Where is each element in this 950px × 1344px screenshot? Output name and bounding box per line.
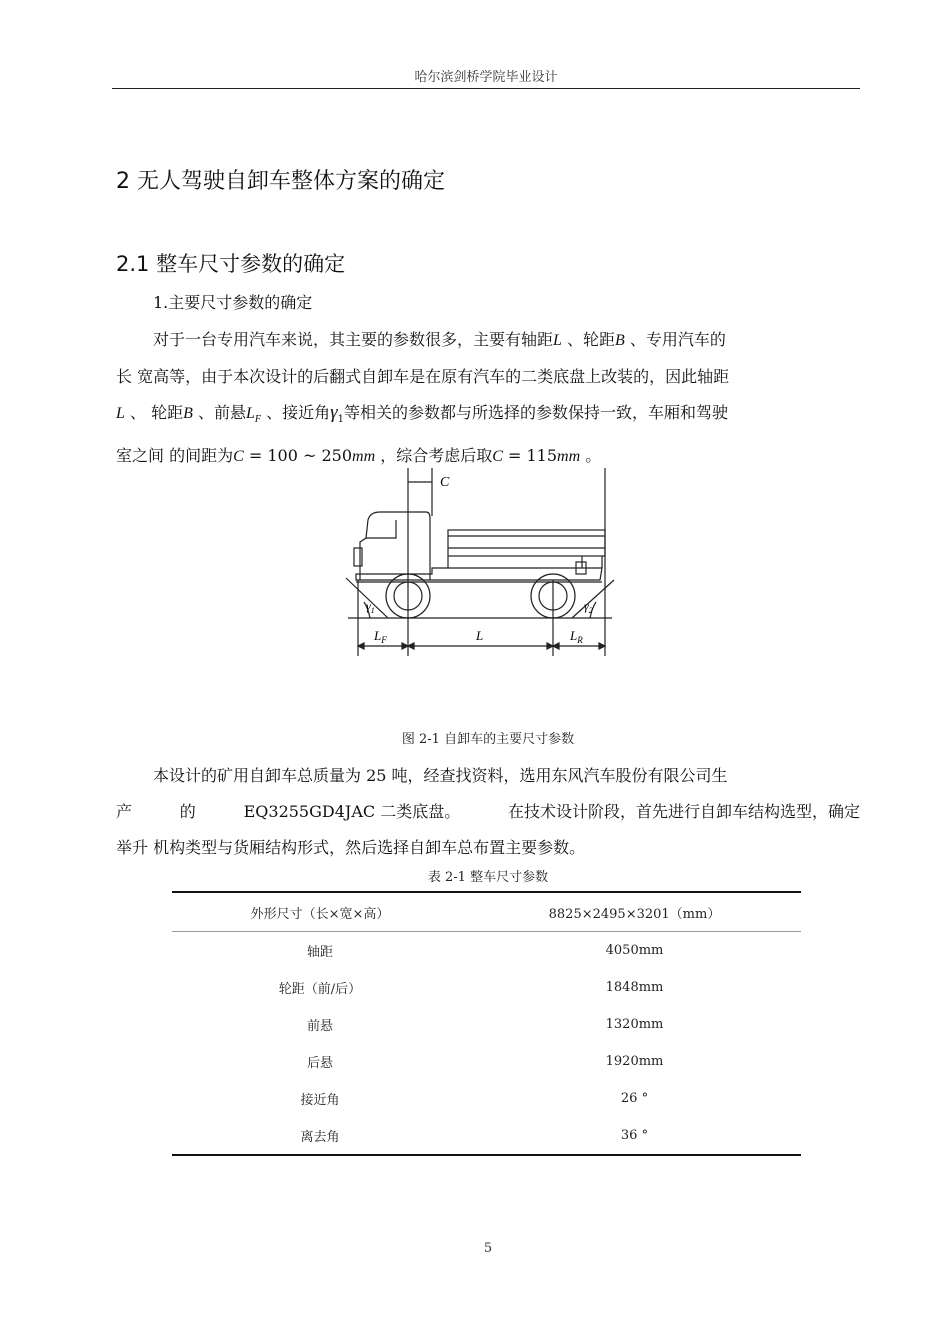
table-header-cell: 8825×2495×3201（mm） xyxy=(468,892,801,932)
label-lr: $L_R$ xyxy=(570,628,583,645)
table-row xyxy=(172,1117,801,1155)
var-front-overhang: L xyxy=(245,405,255,422)
section-title: 2.1 整车尺寸参数的确定 xyxy=(116,252,346,276)
paragraph-1-line-3: L 、 轮距B 、前悬$L_F$ 、接近角$\gamma_1$等相关的参数都与所选择的参数保持一致，车厢和驾驶 xyxy=(116,402,728,426)
label-l: L xyxy=(476,628,484,643)
page-header: 哈尔滨剑桥学院毕业设计 xyxy=(414,70,558,85)
paragraph-1 xyxy=(116,322,860,475)
table-cell: 1920mm xyxy=(605,1054,664,1069)
table-cell: 接近角 xyxy=(300,1093,340,1108)
paragraph-1-line-2: 长 宽高等，由于本次设计的后翻式自卸车是在原有汽车的二类底盘上改装的，因此轴距 xyxy=(116,367,730,386)
figure-caption: 图 2-1 自卸车的主要尺寸参数 xyxy=(401,732,575,747)
table-cell: 26 ° xyxy=(620,1091,649,1106)
table-header-row xyxy=(172,892,801,932)
table-row xyxy=(172,1006,801,1043)
label-lf: $L_F$ xyxy=(374,628,387,645)
paragraph-2-line-2: 产 的 EQ3255GD4JAC 二类底盘。 在技术设计阶段，首先进行自卸车结构选型，确定 xyxy=(116,802,860,821)
table-cell: 1848mm xyxy=(605,980,664,995)
table-row xyxy=(172,1043,801,1080)
var-wheelbase: L xyxy=(553,332,562,349)
var-track: B xyxy=(615,332,625,349)
table-header-cell: 外形尺寸（长×宽×高） xyxy=(172,892,468,932)
paragraph-2-line-3: 举升 机构类型与货厢结构形式，然后选择自卸车总布置主要参数。 xyxy=(116,838,586,857)
table-cell: 4050mm xyxy=(605,943,664,958)
vehicle-dimension-table xyxy=(172,891,801,1156)
table-row xyxy=(172,969,801,1006)
table-cell: 后悬 xyxy=(306,1056,333,1071)
paragraph-1-line-4: 室之间 的间距为C = 100 ~ 250mm ，综合考虑后取C = 115mm 。 xyxy=(116,446,602,466)
table-caption: 表 2-1 整车尺寸参数 xyxy=(427,870,549,885)
label-gamma2: $\gamma_2$ xyxy=(584,599,593,615)
table-cell: 轴距 xyxy=(306,945,333,960)
table-cell: 1320mm xyxy=(605,1017,664,1032)
table-row xyxy=(172,1080,801,1117)
paragraph-2 xyxy=(116,758,860,866)
page-number: 5 xyxy=(483,1241,493,1256)
table-cell: 轮距（前/后） xyxy=(278,982,362,997)
chapter-title: 2 无人驾驶自卸车整体方案的确定 xyxy=(116,169,445,194)
table-cell: 前悬 xyxy=(306,1019,333,1034)
label-c: C xyxy=(440,475,450,490)
table-cell: 离去角 xyxy=(172,1117,468,1155)
paragraph-2-line-1: 本设计的矿用自卸车总质量为 25 吨，经查找资料，选用东风汽车股份有限公司生 xyxy=(153,766,728,785)
table-row xyxy=(172,932,801,970)
table-cell: 36 ° xyxy=(468,1117,801,1155)
label-gamma1: $\gamma_1$ xyxy=(366,599,375,615)
var-approach-angle: γ xyxy=(330,402,338,423)
paragraph-1-line-1: 对于一台专用汽车来说，其主要的参数很多，主要有轴距L 、轮距B 、专用汽车的 xyxy=(153,330,726,349)
dump-truck-dimension-figure xyxy=(340,468,620,664)
subsection-title: 1.主要尺寸参数的确定 xyxy=(153,293,313,312)
header-rule xyxy=(112,88,860,89)
var-gap: C xyxy=(233,448,244,466)
